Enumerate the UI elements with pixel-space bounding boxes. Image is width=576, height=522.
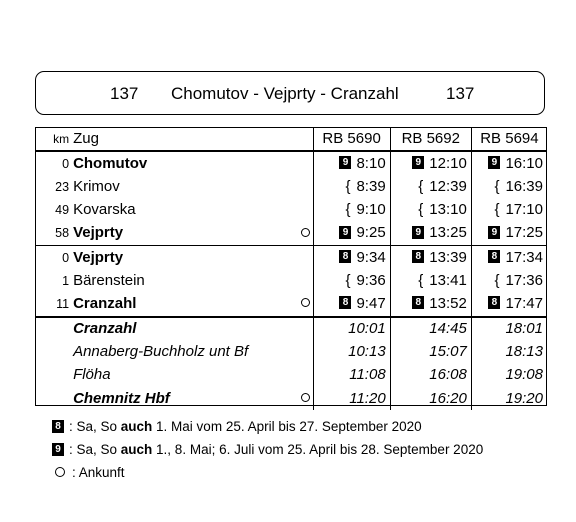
km-value [35, 341, 71, 364]
day-badge: 8 [339, 296, 351, 309]
station-name: Bärenstein [73, 271, 145, 289]
legend-item-arrival [52, 465, 125, 480]
legend-text-bold: auch [120, 442, 153, 457]
station-name: Kovarska [73, 201, 136, 219]
time: 19:08 [471, 364, 547, 387]
day-badge: 9 [412, 156, 424, 169]
time: 10:13 [313, 341, 390, 364]
station-name: Annaberg-Buchholz unt Bf [73, 343, 249, 361]
route-number-left: 137 [110, 84, 139, 103]
table-row [35, 364, 547, 387]
station-name: Cranzahl [71, 317, 313, 341]
legend-text-pre: : Sa, So [69, 442, 121, 457]
km-value [35, 317, 71, 341]
table-row [35, 292, 547, 316]
pass-through-mark: { [418, 201, 424, 219]
time: 16:39 [505, 177, 543, 195]
train-3-header: RB 5694 [471, 127, 547, 151]
pass-through-mark: { [494, 201, 500, 219]
time: 13:10 [429, 201, 467, 219]
km-value: 49 [55, 203, 70, 218]
legend-text-bold: auch [120, 419, 153, 434]
day-badge: 9 [339, 156, 351, 169]
time: 16:08 [390, 364, 471, 387]
day-badge: 8 [412, 250, 424, 263]
time: 12:10 [429, 154, 467, 172]
pass-through-mark: { [494, 177, 500, 195]
timetable [35, 127, 547, 410]
table-row [35, 199, 547, 222]
pass-through-mark: { [345, 201, 351, 219]
arrival-circle-icon [301, 228, 310, 237]
time: 13:39 [429, 248, 467, 266]
time: 13:41 [429, 271, 467, 289]
day-badge: 9 [339, 226, 351, 239]
km-value: 1 [62, 273, 70, 288]
station-name: Vejprty [73, 224, 124, 242]
time: 14:45 [390, 317, 471, 341]
time: 9:34 [356, 248, 386, 266]
pass-through-mark: { [418, 271, 424, 289]
legend-text: : Ankunft [72, 465, 125, 480]
station-name: Vejprty [71, 245, 313, 269]
table-row [35, 151, 547, 175]
arrival-circle-icon [301, 393, 310, 402]
day-badge: 9 [412, 226, 424, 239]
table-row [35, 175, 547, 198]
station-name: Chomutov [71, 151, 313, 175]
arrival-circle-icon [301, 298, 310, 307]
table-row [35, 341, 547, 364]
legend-text-post: 1. Mai vom 25. April bis 27. September 2020 [152, 419, 422, 434]
route-title: Chomutov - Vejprty - Cranzahl [171, 84, 399, 103]
time: 17:25 [505, 224, 543, 242]
km-value: 23 [55, 179, 70, 194]
arrival-circle-icon [55, 467, 65, 477]
km-header: km [53, 131, 70, 146]
km-value: 58 [55, 226, 70, 241]
km-value [35, 364, 71, 387]
station-name: Krimov [73, 177, 120, 195]
time: 18:13 [471, 341, 547, 364]
day-badge: 8 [339, 250, 351, 263]
time: 17:34 [505, 248, 543, 266]
pass-through-mark: { [418, 177, 424, 195]
day-badge: 8 [488, 250, 500, 263]
time: 17:47 [505, 294, 543, 312]
time: 11:08 [313, 364, 390, 387]
time: 17:10 [505, 201, 543, 219]
time: 9:47 [356, 294, 386, 312]
train-2-header: RB 5692 [390, 127, 471, 151]
station-name: Cranzahl [73, 294, 137, 312]
day-badge: 8 [488, 296, 500, 309]
pass-through-mark: { [345, 271, 351, 289]
legend-item-9 [52, 442, 483, 457]
legend-item-8 [52, 419, 422, 434]
day-badge: 8 [52, 420, 64, 433]
day-badge: 9 [488, 226, 500, 239]
table-row [35, 269, 547, 292]
table-row [35, 222, 547, 246]
table-row [35, 317, 547, 341]
time: 13:25 [429, 224, 467, 242]
time: 10:01 [313, 317, 390, 341]
time: 18:01 [471, 317, 547, 341]
day-badge: 9 [488, 156, 500, 169]
station-name: Flöha [73, 366, 111, 384]
day-badge: 8 [412, 296, 424, 309]
pass-through-mark: { [345, 177, 351, 195]
time: 11:20 [313, 387, 390, 410]
day-badge: 9 [52, 443, 64, 456]
route-header [35, 71, 545, 115]
time: 17:36 [505, 271, 543, 289]
time: 16:20 [390, 387, 471, 410]
train-header: Zug [73, 129, 99, 147]
km-value: 0 [35, 245, 71, 269]
time: 15:07 [390, 341, 471, 364]
time: 9:10 [356, 201, 386, 219]
legend-text-pre: : Sa, So [69, 419, 121, 434]
table-row [35, 387, 547, 410]
timetable-header-row [35, 127, 547, 151]
km-value: 0 [35, 151, 71, 175]
station-name: Chemnitz Hbf [73, 389, 170, 407]
legend-text-post: 1., 8. Mai; 6. Juli vom 25. April bis 28. September 2020 [152, 442, 484, 457]
table-row [35, 245, 547, 269]
time: 9:25 [356, 224, 386, 242]
time: 9:36 [356, 271, 386, 289]
time: 19:20 [471, 387, 547, 410]
train-1-header: RB 5690 [313, 127, 390, 151]
time: 8:10 [356, 154, 386, 172]
time: 16:10 [505, 154, 543, 172]
time: 13:52 [429, 294, 467, 312]
time: 12:39 [429, 177, 467, 195]
route-number-right: 137 [446, 84, 475, 103]
pass-through-mark: { [494, 271, 500, 289]
time: 8:39 [356, 177, 386, 195]
km-value: 11 [56, 296, 70, 311]
km-value [35, 387, 71, 410]
